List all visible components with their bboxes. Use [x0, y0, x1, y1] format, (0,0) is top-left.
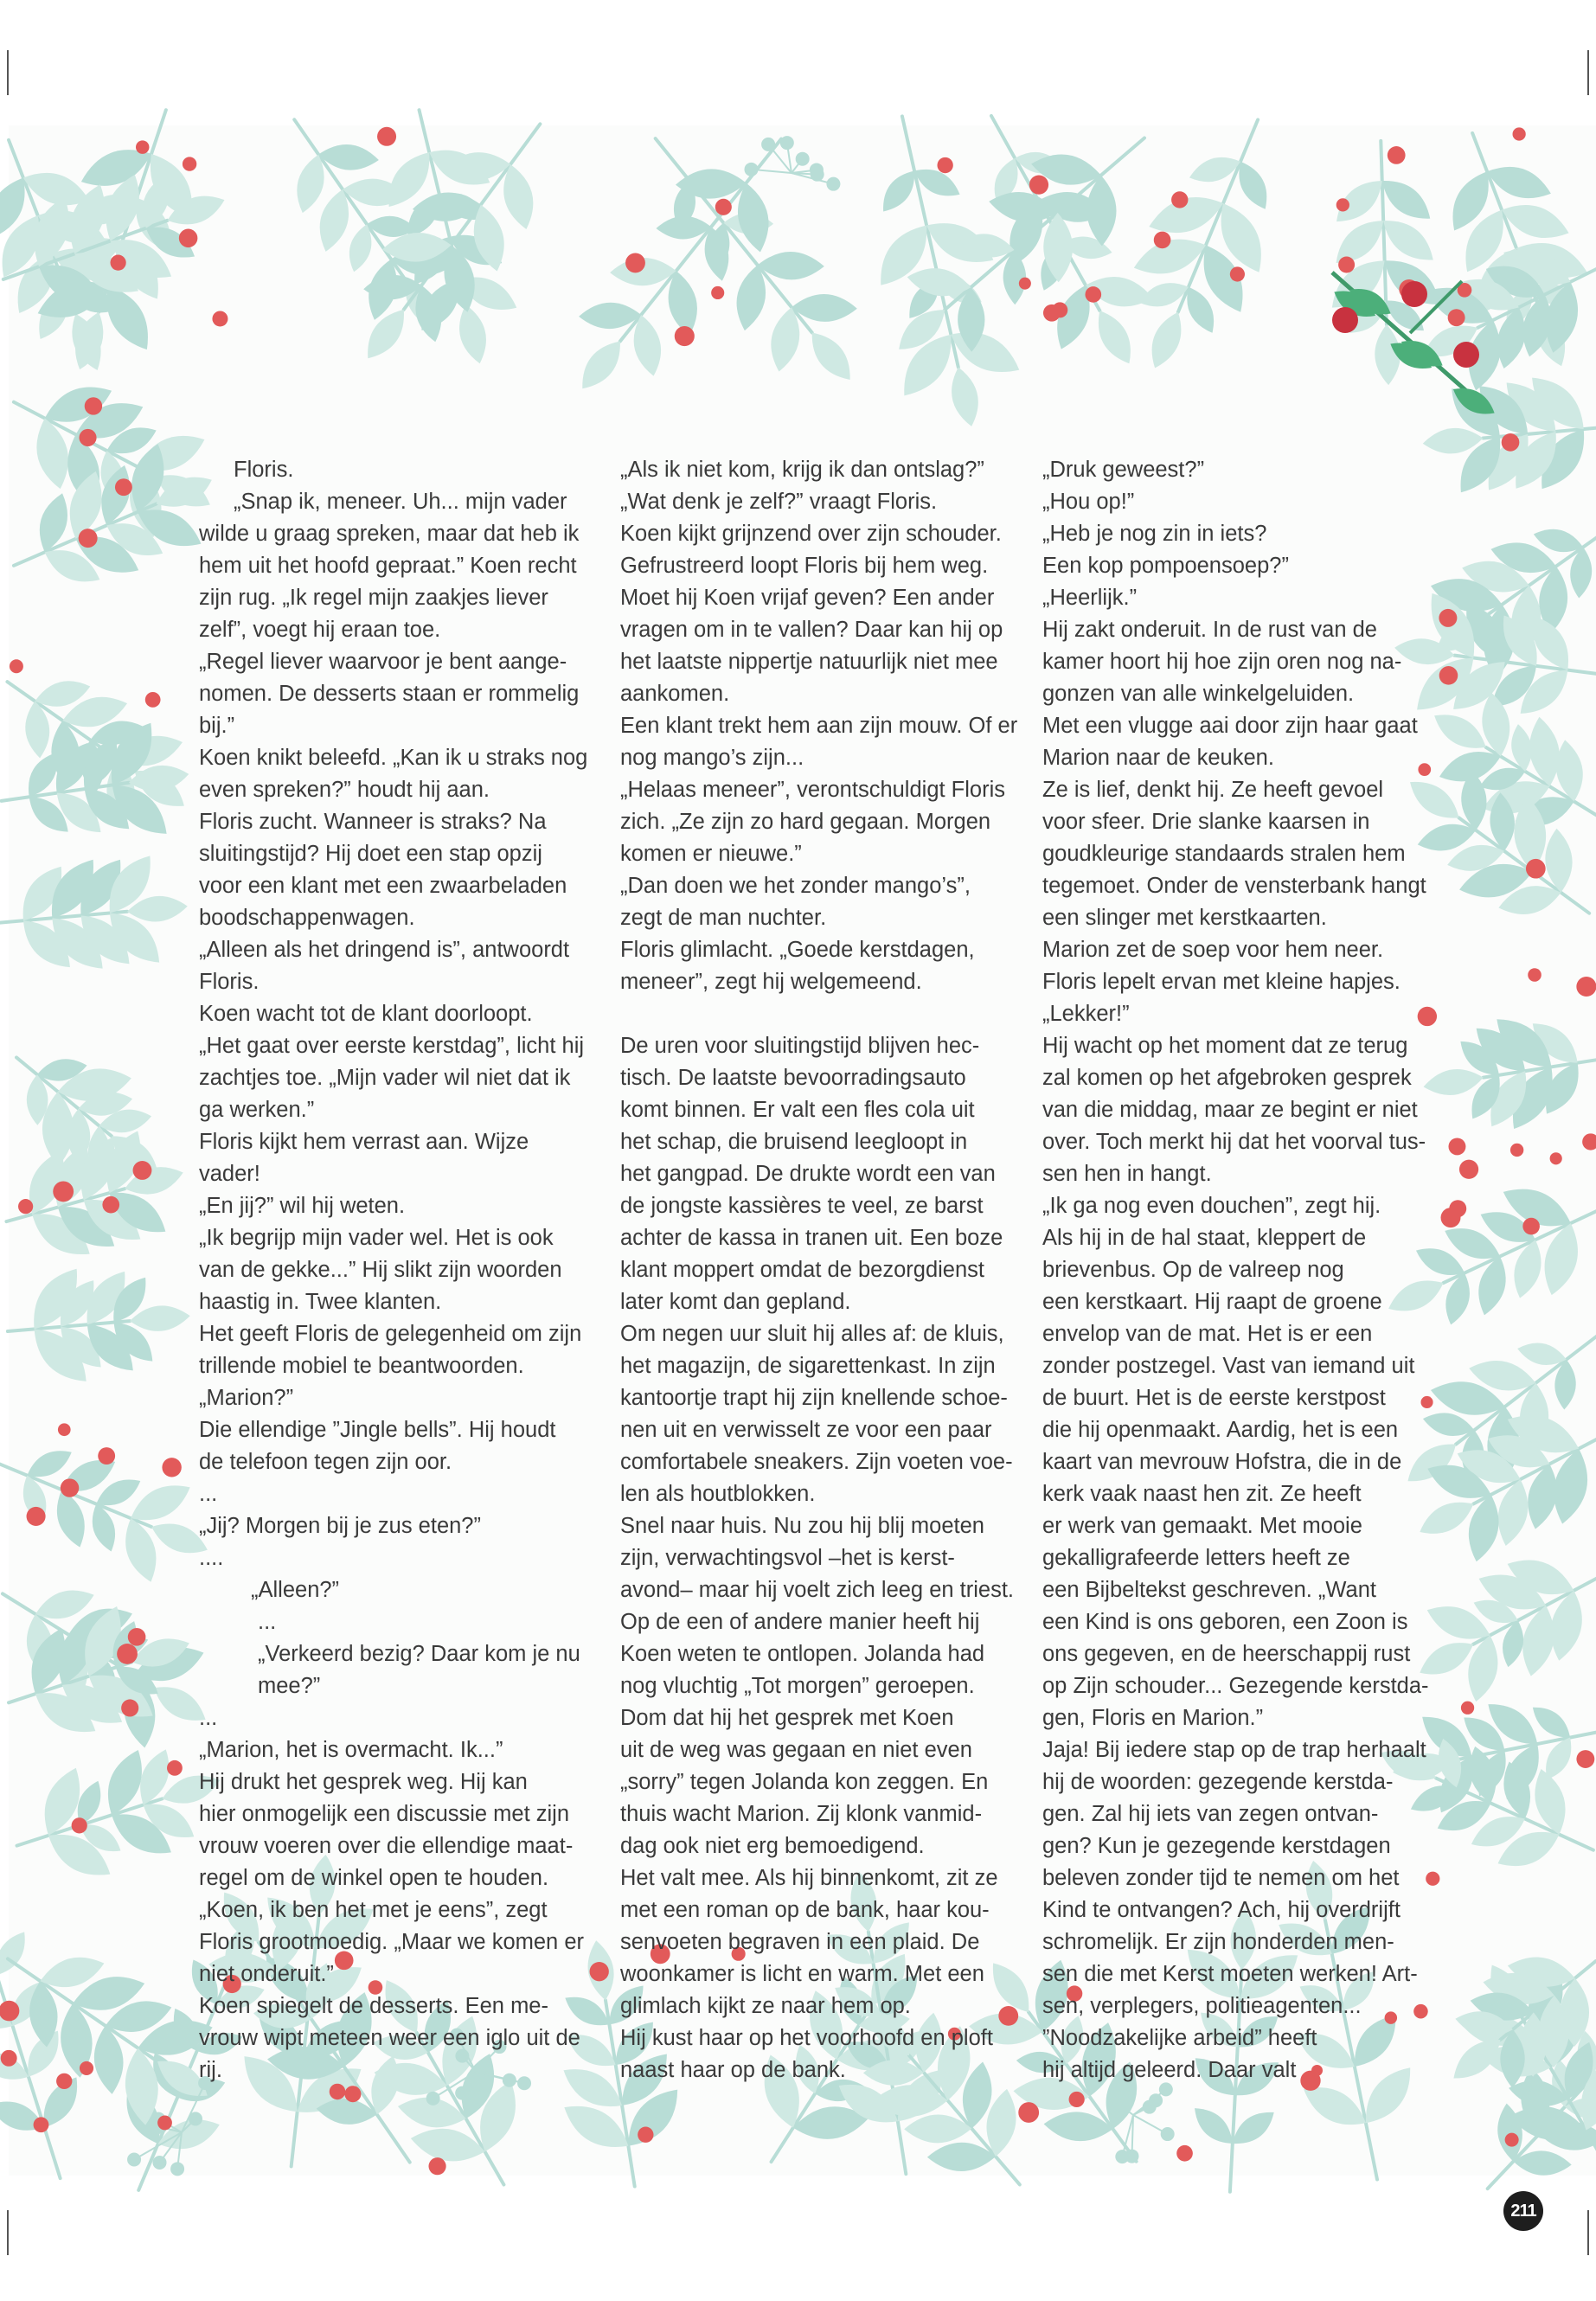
text-line: het gangpad. De drukte wordt een van [620, 1162, 996, 1186]
berry-dot [675, 326, 695, 346]
text-line: Marion zet de soep voor hem neer. [1042, 938, 1384, 962]
text-line: len als houtblokken. [620, 1482, 816, 1506]
berry-dot [428, 2157, 445, 2175]
text-line: avond– maar hij voelt zich leeg en triest. [620, 1578, 1014, 1602]
text-line: ... [258, 1610, 277, 1634]
text-line: „Ik ga nog even douchen”, zegt hij. [1042, 1194, 1381, 1218]
leaf-shape [30, 415, 75, 492]
berry-dot [1461, 1702, 1474, 1715]
text-line: hij altijd geleerd. Daar valt [1042, 2054, 1445, 2086]
paragraph-break [620, 998, 1022, 1030]
sprig-bud [1125, 2150, 1138, 2163]
text-line: een Kind is ons geboren, een Zoon is [1042, 1610, 1408, 1634]
text-line: nog vluchtig „Tot morgen” geroepen. [620, 1674, 975, 1698]
text-line: tegemoet. Onder de vensterbank hangt [1042, 874, 1426, 898]
text-line: envelop van de mat. Het is er een [1042, 1322, 1373, 1346]
text-line: Ze is lief, denkt hij. Ze heeft gevoel [1042, 778, 1384, 802]
text-line: Gefrustreerd loopt Floris bij hem weg. [620, 554, 989, 578]
text-line: er werk van gemaakt. Met mooie [1042, 1514, 1362, 1538]
berry-dot [115, 478, 132, 496]
berry-dot [27, 1507, 46, 1526]
sprig-bud [780, 136, 794, 150]
sprig-bud [170, 2162, 184, 2176]
text-line: Snel naar huis. Nu zou hij blij moeten [620, 1514, 984, 1538]
text-line: dag ook niet erg bemoedigend. [620, 1834, 925, 1858]
sprig-bud [761, 138, 775, 151]
text-line: regel om de winkel open te houden. [199, 1866, 549, 1890]
text-line: ... [199, 1706, 218, 1730]
text-line: trillende mobiel te beantwoorden. [199, 1354, 524, 1378]
text-line: „Druk geweest?” [1042, 458, 1205, 482]
holly-berry [1453, 342, 1479, 368]
berry-dot [937, 157, 952, 173]
text-line: klant moppert omdat de bezorgdienst [620, 1258, 984, 1282]
magazine-page [9, 125, 1596, 2221]
leaf-shape [1508, 1236, 1548, 1301]
berry-dot [1448, 309, 1465, 326]
leaf-shape [802, 324, 860, 388]
text-line: een Bijbeltekst geschreven. „Want [1042, 1578, 1376, 1602]
text-line: Het geeft Floris de gelegenheid om zijn [199, 1322, 582, 1346]
text-line: glimlach kijkt ze naar hem op. [620, 1994, 911, 2018]
text-line: Floris. [199, 970, 260, 994]
berry-dot [1171, 191, 1188, 208]
text-line: die hij openmaakt. Aardig, het is een [1042, 1418, 1399, 1442]
text-line: het laatste nippertje natuurlijk niet mee [620, 650, 998, 674]
sprig-bud [826, 177, 840, 191]
berry-dot [10, 659, 23, 673]
text-line: „Marion?” [199, 1386, 294, 1410]
text-line: „Regel liever waarvoor je bent aange- [199, 650, 567, 674]
holly-berry [1401, 281, 1427, 307]
leaf-shape [1462, 1491, 1504, 1564]
berry-dot [79, 429, 96, 446]
text-line: Als hij in de hal staat, kleppert de [1042, 1226, 1367, 1250]
text-line: Floris zucht. Wanneer is straks? Na [199, 810, 547, 834]
berry-dot [85, 397, 102, 414]
text-line: schromelijk. Er zijn honderden men- [1042, 1930, 1394, 1954]
text-line: „En jij?” wil hij weten. [199, 1194, 406, 1218]
berry-dot [1528, 968, 1542, 982]
text-line: ”Noodzakelijke arbeid” heeft [1042, 2026, 1317, 2050]
text-line: de buurt. Het is de eerste kerstpost [1042, 1386, 1386, 1410]
berry-dot [1502, 433, 1520, 452]
text-line: kamer hoort hij hoe zijn oren nog na- [1042, 650, 1402, 674]
text-line: zegt de man nuchter. [620, 906, 827, 930]
sprig-bud [455, 2086, 469, 2100]
text-column-1 [199, 454, 601, 2086]
berry-dot [18, 1199, 33, 1214]
text-line: „Heb je nog zin in iets? [1042, 522, 1267, 546]
text-line: Een kop pompoensoep?” [1042, 554, 1289, 578]
berry-dot [715, 199, 732, 215]
text-line: hij de woorden: gezegende kerstda- [1042, 1770, 1394, 1794]
text-line: Hij wacht op het moment dat ze terug [1042, 1034, 1408, 1058]
text-line: kaart van mevrouw Hofstra, die in de [1042, 1450, 1402, 1474]
text-line: de jongste kassières te veel, ze barst [620, 1194, 984, 1218]
berry-dot [1336, 198, 1349, 211]
berry-dot [102, 1196, 119, 1214]
text-line: ... [199, 1482, 218, 1506]
text-line: Hij kust haar op het voorhoofd en ploft [620, 2026, 993, 2050]
text-line: even spreken?” houdt hij aan. [199, 778, 490, 802]
leaf-shape [573, 333, 631, 396]
berry-dot [183, 157, 196, 170]
text-line: Koen knikt beleefd. „Kan ik u straks nog [199, 746, 588, 770]
text-line: „Marion, het is overmacht. Ik...” [199, 1738, 503, 1762]
text-line: „Het gaat over eerste kerstdag”, licht hij [199, 1034, 585, 1058]
leaf-shape [453, 302, 492, 367]
berry-dot [638, 2127, 653, 2143]
text-line: Marion naar de keuken. [1042, 746, 1274, 770]
text-line: De uren voor sluitingstijd blijven hec- [620, 1034, 980, 1058]
berry-dot [1029, 176, 1048, 195]
text-line: Floris grootmoedig. „Maar we komen er [199, 1930, 584, 1954]
text-line: vader! [199, 1162, 260, 1186]
leaf-shape [945, 364, 984, 429]
text-line: „Helaas meneer”, verontschuldigt Floris [620, 778, 1006, 802]
berry-dot [1176, 2145, 1193, 2162]
text-line: Floris lepelt ervan met kleine hapjes. [1042, 970, 1401, 994]
text-line: gen? Kun je gezegende kerstdagen [1042, 1834, 1391, 1858]
text-line: Koen spiegelt de desserts. Een me- [199, 1994, 548, 2018]
text-line: komt binnen. Er valt een fles cola uit [620, 1098, 975, 1122]
text-line: „sorry” tegen Jolanda kon zeggen. En [620, 1770, 989, 1794]
berry-dot [1069, 2092, 1085, 2107]
leaf-shape [1472, 1253, 1513, 1318]
crop-mark-bottom-left [7, 2210, 9, 2255]
leaf-shape [1497, 195, 1574, 247]
text-line: over. Toch merkt hij dat het voorval tus- [1042, 1130, 1426, 1154]
text-line: later komt dan gepland. [620, 1290, 851, 1314]
leaf-shape [1536, 1219, 1586, 1298]
text-line: „Koen, ik ben het met je eens”, zegt [199, 1898, 548, 1922]
text-line: Dom dat hij het gesprek met Koen [620, 1706, 954, 1730]
text-line: tisch. De laatste bevoorradingsauto [620, 1066, 966, 1090]
leaf-shape [1186, 151, 1244, 188]
text-line: Floris. [234, 458, 294, 482]
text-line: mee?” [258, 1674, 321, 1698]
text-line: Koen kijkt grijnzend over zijn schouder. [620, 522, 1002, 546]
text-line: aankomen. [620, 682, 730, 706]
text-line: het schap, die bruisend leegloopt in [620, 1130, 968, 1154]
berry-dot [1459, 1160, 1478, 1179]
text-line: zijn rug. „Ik regel mijn zaakjes liever [199, 586, 548, 610]
berry-dot [1505, 2133, 1519, 2147]
text-line: „Jij? Morgen bij je zus eten?” [199, 1514, 481, 1538]
text-line: vrouw voeren over die ellendige maat- [199, 1834, 574, 1858]
text-line: nen uit en verwisselt ze voor een paar [620, 1418, 992, 1442]
text-line: nog mango’s zijn... [620, 746, 804, 770]
text-line: meneer”, zegt hij welgemeend. [620, 970, 922, 994]
text-line: voor sfeer. Drie slanke kaarsen in [1042, 810, 1370, 834]
text-line: voor een klant met een zwaarbeladen [199, 874, 567, 898]
text-line: .... [199, 1546, 224, 1570]
text-line: rij. [199, 2058, 222, 2082]
text-line: „Hou op!” [1042, 490, 1135, 514]
berry-dot [79, 529, 98, 548]
leaf-shape [1483, 158, 1556, 208]
berry-dot [1085, 286, 1101, 303]
text-line: gonzen van alle winkelgeluiden. [1042, 682, 1355, 706]
text-line: Hij drukt het gesprek weg. Hij kan [199, 1770, 528, 1794]
berry-dot [1052, 302, 1067, 317]
berry-dot [111, 255, 126, 271]
berry-dot [61, 1478, 79, 1497]
text-line: sen hen in hangt. [1042, 1162, 1212, 1186]
text-line: Op de een of andere manier heeft hij [620, 1610, 980, 1634]
text-line: „Wat denk je zelf?” vraagt Floris. [620, 490, 938, 514]
text-line: hier onmogelijk een discussie met zijn [199, 1802, 570, 1826]
berry-dot [1388, 146, 1406, 164]
text-line: van die middag, maar ze begint er niet [1042, 1098, 1418, 1122]
text-line: „Lekker!” [1042, 1002, 1130, 1026]
text-line: gen. Zal hij iets van zegen ontvan- [1042, 1802, 1379, 1826]
berry-dot [1230, 266, 1245, 281]
berry-dot [1513, 127, 1526, 140]
crop-mark-bottom-right [1587, 2210, 1589, 2255]
text-line: ons gegeven, en de heerschappij rust [1042, 1642, 1411, 1666]
text-line: bij.” [199, 714, 235, 738]
text-line: kantoortje trapt hij zijn knellende schoe- [620, 1386, 1008, 1410]
text-line: komen er nieuwe.” [620, 842, 802, 866]
text-line: „Snap ik, meneer. Uh... mijn vader [234, 490, 567, 514]
sprig-bud [796, 152, 810, 166]
text-line: Kind te ontvangen? Ach, hij overdrijft [1042, 1898, 1401, 1922]
text-line: vrouw wipt meteen weer een iglo uit de [199, 2026, 580, 2050]
berry-dot [53, 1181, 74, 1202]
berry-dot [145, 692, 161, 708]
text-line: een slinger met kerstkaarten. [1042, 906, 1327, 930]
text-line: achter de kassa in tranen uit. Een boze [620, 1226, 1003, 1250]
berry-dot [56, 2073, 72, 2089]
page-number: 211 [1503, 2191, 1543, 2231]
text-line: gen, Floris en Marion.” [1042, 1706, 1264, 1730]
berry-dot [711, 286, 724, 299]
leaf-shape [408, 2123, 488, 2167]
text-line: Het valt mee. Als hij binnenkomt, zit ze [620, 1866, 998, 1890]
text-line: sen, verplegers, politieagenten... [1042, 1994, 1362, 2018]
leaf-shape [1144, 307, 1190, 373]
berry-dot [1154, 232, 1171, 249]
text-line: „Alleen?” [251, 1578, 340, 1602]
text-line: thuis wacht Marion. Zij klonk vanmid- [620, 1802, 983, 1826]
sprig-bud [153, 2156, 167, 2170]
text-line: „Dan doen we het zonder mango’s”, [620, 874, 971, 898]
text-line: kerk vaak naast hen zit. Ze heeft [1042, 1482, 1362, 1506]
text-line: zich. „Ze zijn zo hard gegaan. Morgen [620, 810, 991, 834]
berry-dot [377, 127, 396, 146]
text-line: Een klant trekt hem aan zijn mouw. Of er [620, 714, 1018, 738]
text-line: woonkamer is licht en warm. Met een [620, 1962, 984, 1986]
berry-dot [133, 1161, 152, 1180]
text-line: brievenbus. Op de valreep nog [1042, 1258, 1344, 1282]
text-line: met een roman op de bank, haar kou- [620, 1898, 990, 1922]
text-line: senvoeten begraven in een plaid. De [620, 1930, 980, 1954]
berry-dot [58, 1423, 71, 1436]
text-line: ga werken.” [199, 1098, 315, 1122]
text-line: Floris glimlacht. „Goede kerstdagen, [620, 938, 975, 962]
berry-dot [136, 140, 149, 153]
text-line: Jaja! Bij iedere stap op de trap herhaalt [1042, 1738, 1426, 1762]
text-line: zijn, verwachtingsvol –het is kerst- [620, 1546, 955, 1570]
berry-dot [128, 1628, 146, 1646]
leaf-shape [1089, 304, 1141, 369]
berry-dot [1576, 1750, 1594, 1768]
text-line: Floris kijkt hem verrast aan. Wijze [199, 1130, 529, 1154]
text-line: gekalligrafeerde letters heeft ze [1042, 1546, 1350, 1570]
text-line: „Verkeerd bezig? Daar kom je nu [258, 1642, 580, 1666]
text-line: zal komen op het afgebroken gesprek [1042, 1066, 1412, 1090]
text-line: beleven zonder tijd te nemen om het [1042, 1866, 1400, 1890]
text-line: comfortabele sneakers. Zijn voeten voe- [620, 1450, 1013, 1474]
berry-dot [1019, 278, 1031, 290]
sprig-bud [1112, 2097, 1125, 2111]
text-line: „Alleen als het dringend is”, antwoordt [199, 938, 570, 962]
text-line: Die ellendige ”Jingle bells”. Hij houdt [199, 1418, 556, 1442]
berry-dot [1526, 859, 1546, 879]
berry-dot [80, 2061, 93, 2075]
berry-dot [1, 2050, 17, 2067]
berry-dot [162, 1458, 181, 1477]
crop-mark-top-right [1587, 50, 1589, 95]
berry-dot [1522, 1218, 1540, 1235]
berry-dot [34, 2117, 49, 2132]
stem-line [1381, 141, 1387, 324]
berry-dot [1550, 1152, 1562, 1164]
sprig-bud [811, 168, 824, 182]
text-line: goudkleurige standaards stralen hem [1042, 842, 1406, 866]
leaf-shape [32, 490, 74, 556]
sprig-bud [1161, 2127, 1175, 2141]
crop-mark-top-left [7, 50, 9, 95]
text-line: „Heerlijk.” [1042, 586, 1138, 610]
text-line: hem uit het hoofd gepraat.” Koen recht [199, 554, 577, 578]
sprig-bud [189, 2112, 202, 2125]
text-line: „Ik begrijp mijn vader wel. Het is ook [199, 1226, 554, 1250]
text-line: vragen om in te vallen? Daar kan hij op [620, 618, 1003, 642]
text-line: niet onderuit.” [199, 1962, 334, 1986]
text-line: van de gekke...” Hij slikt zijn woorden [199, 1258, 562, 1282]
sprig-bud [744, 163, 758, 176]
text-column-2 [620, 454, 1022, 2086]
text-line: zelf”, voegt hij eraan toe. [199, 618, 441, 642]
berry-dot [1338, 257, 1355, 273]
berry-dot [98, 1447, 115, 1465]
berry-dot [72, 1817, 87, 1833]
text-line: uit de weg was gegaan en niet even [620, 1738, 972, 1762]
berry-dot [1448, 1138, 1465, 1155]
berry-dot [1510, 1144, 1523, 1157]
berry-dot [625, 253, 645, 272]
text-line: zonder postzegel. Vast van iemand uit [1042, 1354, 1415, 1378]
berry-dot [1018, 2102, 1039, 2123]
text-line: „Als ik niet kom, krijg ik dan ontslag?” [620, 458, 984, 482]
sprig-bud [127, 2153, 141, 2167]
leaf-shape [357, 302, 413, 366]
text-column-3 [1042, 454, 1445, 2086]
text-line: nomen. De desserts staan er rommelig [199, 682, 580, 706]
text-line: het magazijn, de sigarettenkast. In zijn [620, 1354, 996, 1378]
leaf-shape [1492, 1477, 1535, 1549]
berry-dot [167, 1760, 183, 1776]
leaf-shape [1462, 1632, 1503, 1704]
berry-dot [179, 229, 198, 248]
text-line: zachtjes toe. „Mijn vader wil niet dat ik [199, 1066, 571, 1090]
berry-dot-icon [1311, 2065, 1323, 2076]
sprig-bud [426, 2092, 440, 2106]
text-line: boodschappenwagen. [199, 906, 415, 930]
berry-dot [1582, 1133, 1596, 1150]
text-line: wilde u graag spreken, maar dat heb ik [199, 522, 580, 546]
berry-dot [1576, 977, 1596, 997]
text-line: sluitingstijd? Hij doet een stap opzij [199, 842, 542, 866]
text-line: sen die met Kerst moeten werken! Art- [1042, 1962, 1418, 1986]
text-line: de telefoon tegen zijn oor. [199, 1450, 452, 1474]
leaf-shape [1440, 1270, 1476, 1327]
leaf-shape [118, 1514, 164, 1586]
berry-dot [344, 2086, 361, 2102]
text-line: Hij zakt onderuit. In de rust van de [1042, 618, 1377, 642]
berry-dot [117, 1644, 138, 1664]
text-line: haastig in. Twee klanten. [199, 1290, 442, 1314]
berry-dot [1449, 1200, 1466, 1217]
text-line: Moet hij Koen vrijaf geven? Een ander [620, 586, 995, 610]
text-line: Koen wacht tot de klant doorloopt. [199, 1002, 533, 1026]
berry-dot [121, 1699, 138, 1716]
holly-berry [1332, 307, 1358, 333]
text-line: naast haar op de bank. [620, 2058, 846, 2082]
berry-dot [212, 311, 228, 326]
text-line: op Zijn schouder... Gezegende kerstda- [1042, 1674, 1429, 1698]
berry-dot [157, 2115, 172, 2130]
text-line: Om negen uur sluit hij alles af: de kluis, [620, 1322, 1004, 1346]
text-line: een kerstkaart. Hij raapt de groene [1042, 1290, 1382, 1314]
text-line: Koen weten te ontlopen. Jolanda had [620, 1642, 985, 1666]
text-line: Met een vlugge aai door zijn haar gaat [1042, 714, 1418, 738]
